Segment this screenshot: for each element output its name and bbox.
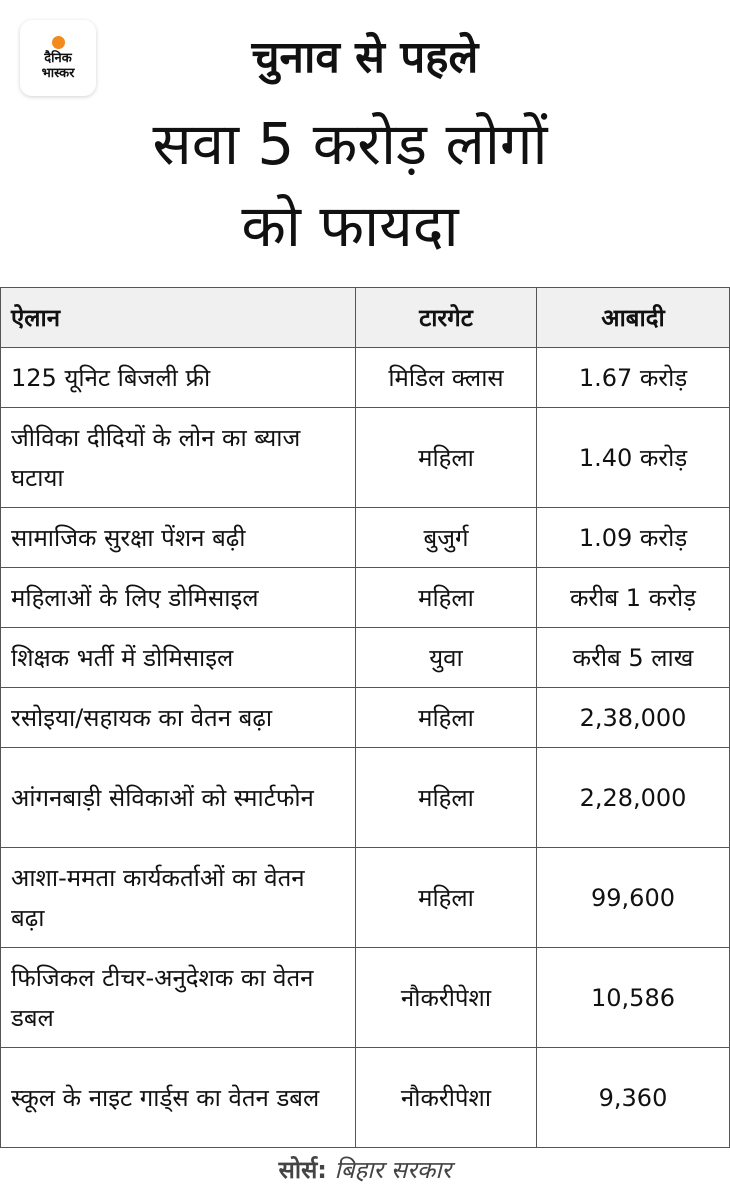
table-header-row [1,288,730,348]
table-row [1,688,730,748]
announcements-table [0,287,729,1148]
cell-population: 1.67 करोड़ [537,348,730,408]
cell-population: 9,360 [537,1048,730,1148]
source-credit [0,1150,730,1190]
cell-population: 2,28,000 [537,748,730,848]
header-target: टारगेट [356,288,537,348]
cell-announcement: स्कूल के नाइट गार्ड्स का वेतन डबल [1,1048,356,1148]
headline-main: सवा 5 करोड़ लोगों [152,110,548,178]
table-row [1,568,730,628]
cell-announcement: आंगनबाड़ी सेविकाओं को स्मार्टफोन [1,748,356,848]
cell-population: 1.40 करोड़ [537,408,730,508]
source-label: सोर्स: [278,1156,327,1184]
cell-announcement: शिक्षक भर्ती में डोमिसाइल [1,628,356,688]
cell-target: युवा [356,628,537,688]
cell-target: महिला [356,408,537,508]
table-row [1,748,730,848]
cell-announcement: जीविका दीदियों के लोन का ब्याज घटाया [1,408,356,508]
cell-target: महिला [356,688,537,748]
cell-target: नौकरीपेशा [356,1048,537,1148]
header-population: आबादी [537,288,730,348]
cell-target: महिला [356,848,537,948]
cell-population: करीब 5 लाख [537,628,730,688]
cell-announcement: सामाजिक सुरक्षा पेंशन बढ़ी [1,508,356,568]
cell-announcement: आशा-ममता कार्यकर्ताओं का वेतन बढ़ा [1,848,356,948]
table-row [1,1048,730,1148]
header-announcement: ऐलान [1,288,356,348]
cell-announcement: रसोइया/सहायक का वेतन बढ़ा [1,688,356,748]
logo-line-2: भास्कर [41,65,75,81]
table-row [1,348,730,408]
cell-target: महिला [356,568,537,628]
cell-population: 2,38,000 [537,688,730,748]
table-row [1,948,730,1048]
headline-kicker: चुनाव से पहले [251,32,479,83]
table-row [1,628,730,688]
table-row [1,408,730,508]
cell-population: 10,586 [537,948,730,1048]
cell-announcement: 125 यूनिट बिजली फ्री [1,348,356,408]
cell-population: 1.09 करोड़ [537,508,730,568]
cell-target: नौकरीपेशा [356,948,537,1048]
logo-line-1: दैनिक [44,50,72,66]
source-value: बिहार सरकार [334,1156,452,1184]
cell-target: मिडिल क्लास [356,348,537,408]
headline-main-continued: को फायदा [241,192,459,260]
cell-population: करीब 1 करोड़ [537,568,730,628]
table-row [1,848,730,948]
cell-target: बुजुर्ग [356,508,537,568]
cell-population: 99,600 [537,848,730,948]
table-row [1,508,730,568]
cell-announcement: महिलाओं के लिए डोमिसाइल [1,568,356,628]
cell-announcement: फिजिकल टीचर-अनुदेशक का वेतन डबल [1,948,356,1048]
cell-target: महिला [356,748,537,848]
